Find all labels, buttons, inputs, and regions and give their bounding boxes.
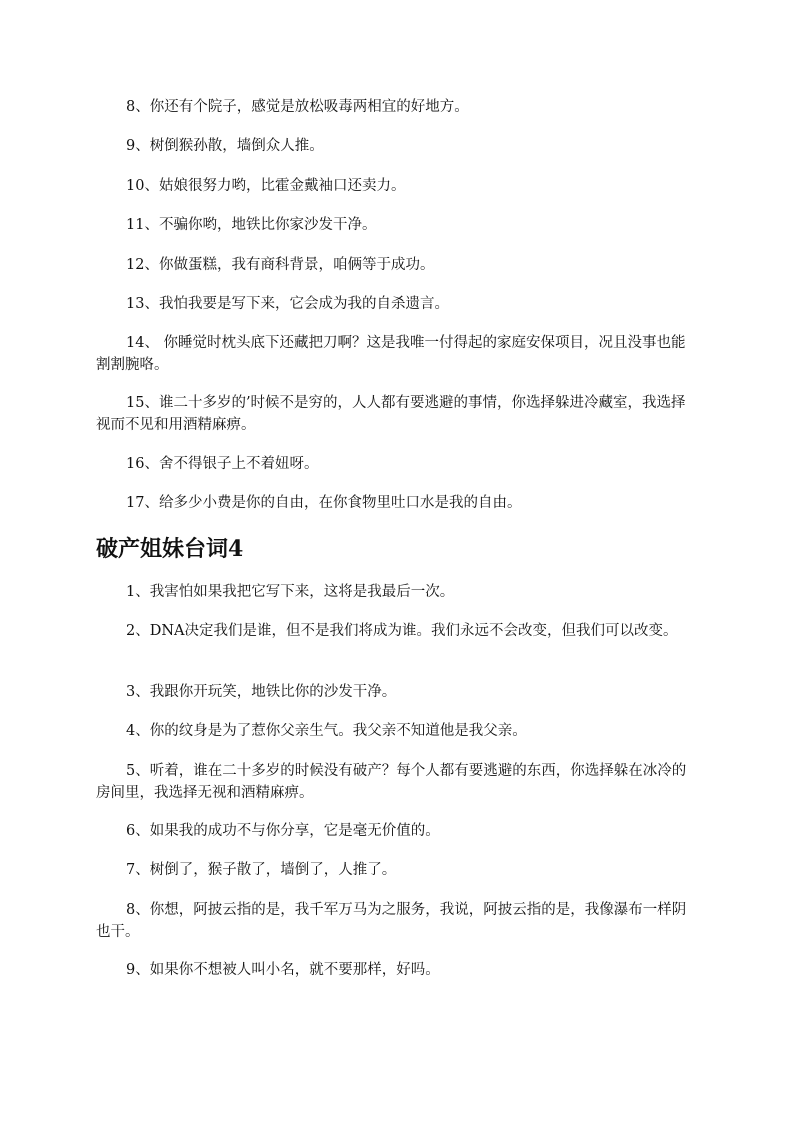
list-item: 7、树倒了，猴子散了，墙倒了，人推了。 <box>126 862 397 878</box>
list-item: 6、如果我的成功不与你分享，它是毫无价值的。 <box>126 823 440 839</box>
list-item: 11、不骗你哟，地铁比你家沙发干净。 <box>126 217 377 233</box>
list-item: 4、你的纹身是为了惹你父亲生气。我父亲不知道他是我父亲。 <box>126 723 527 739</box>
list-item: 10、姑娘很努力哟，比霍金戴袖口还卖力。 <box>126 178 406 194</box>
list-item: 15、谁二十多岁的’时候不是穷的，人人都有要逃避的事情，你选择躲进冷藏室，我选择视而不见和用酒精麻痹。 <box>96 395 686 433</box>
list-item: 14、 你睡觉时枕头底下还藏把刀啊？这是我唯一付得起的家庭安保项目，况且没事也能割割腕咯。 <box>96 335 686 373</box>
list-item: 5、听着，谁在二十多岁的时候没有破产？每个人都有要逃避的东西，你选择躲在冰冷的房间里，我选择无视和酒精麻痹。 <box>96 763 687 801</box>
list-item: 16、舍不得银子上不着妞呀。 <box>126 456 319 472</box>
list-item: 2、DNA决定我们是谁，但不是我们将成为谁。我们永远不会改变，但我们可以改变。 <box>126 623 678 639</box>
list-item: 8、你还有个院子，感觉是放松吸毒两相宜的好地方。 <box>126 99 469 115</box>
list-item: 8、你想，阿披云指的是，我千军万马为之服务，我说，阿披云指的是，我像瀑布一样阴也干。 <box>96 902 687 940</box>
list-item: 9、树倒猴孙散，墙倒众人推。 <box>126 138 324 154</box>
list-item: 17、给多少小费是你的自由，在你食物里吐口水是我的自由。 <box>126 495 522 511</box>
list-item: 13、我怕我要是写下来，它会成为我的自杀遗言。 <box>126 296 449 312</box>
section-heading: 破产姐妹台词4 <box>96 536 244 562</box>
list-item: 1、我害怕如果我把它写下来，这将是我最后一次。 <box>126 584 455 600</box>
list-item: 3、我跟你开玩笑，地铁比你的沙发干净。 <box>126 684 397 700</box>
list-item: 12、你做蛋糕，我有商科背景，咱俩等于成功。 <box>126 257 435 273</box>
list-item: 9、如果你不想被人叫小名，就不要那样，好吗。 <box>126 962 440 978</box>
